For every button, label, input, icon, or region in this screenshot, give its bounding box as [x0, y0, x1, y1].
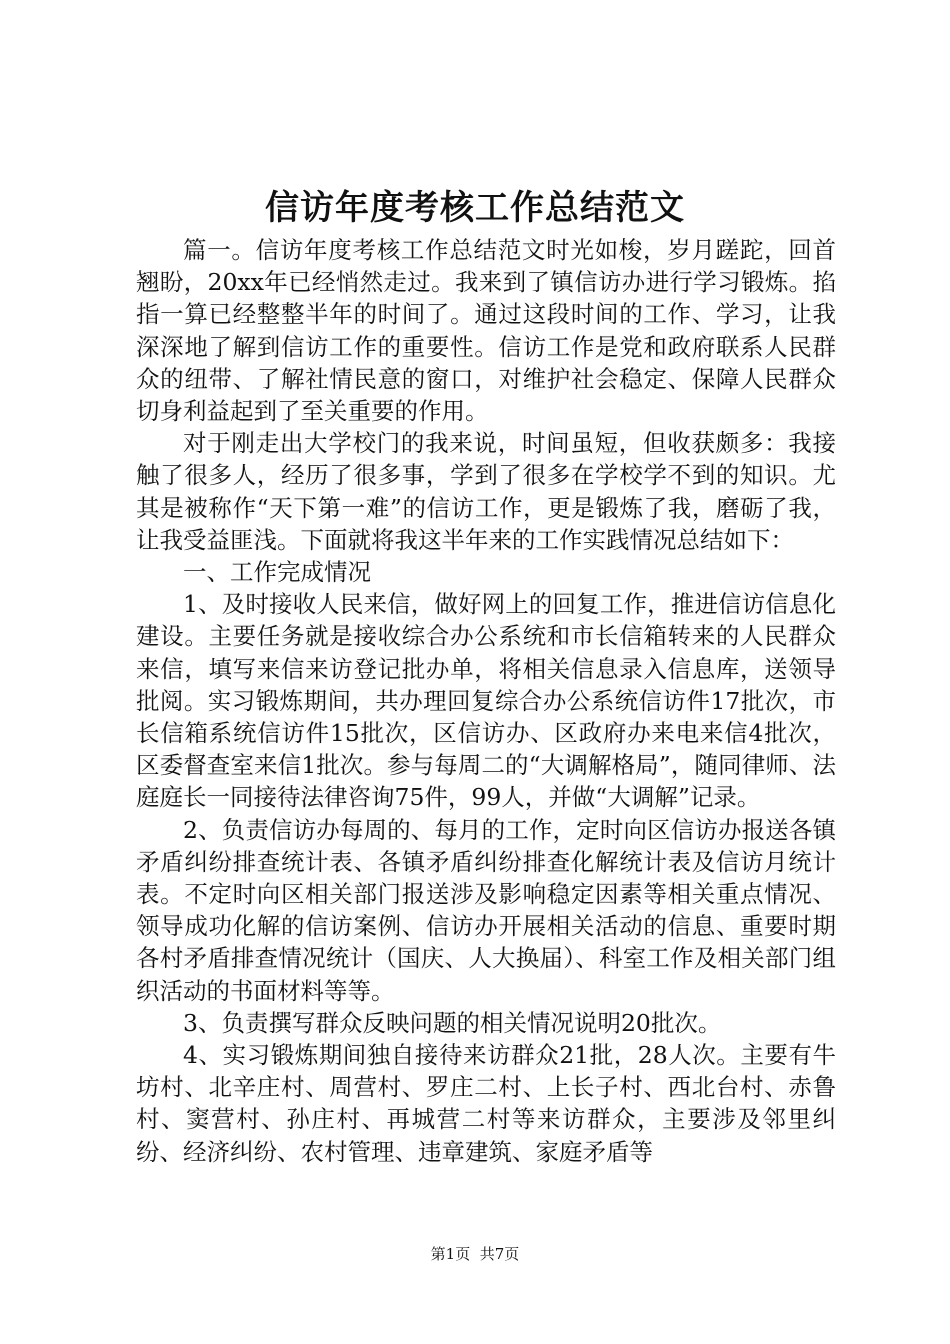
page-total: 共7页 — [479, 1245, 520, 1263]
paragraph-item-1: 1、及时接收人民来信，做好网上的回复工作，推进信访信息化建设。主要任务就是接收综合办公系统和市长信箱转来的人民群众来信，填写来信来访登记批办单，将相关信息录入信息库，送领导批阅。实习锻炼期间，共办理回复综合办公系统信访件17批次，市长信箱系统信访件15批次，区信访办、区政府办来电来信4批次，区委督查室来信1批次。参与每周二的“大调解格局”，随同律师、法庭庭长一同接待法律咨询75件，99人，并做“大调解”记录。 — [136, 590, 836, 812]
paragraph-item-2: 2、负责信访办每周的、每月的工作，定时向区信访办报送各镇矛盾纠纷排查统计表、各镇矛盾纠纷排查化解统计表及信访月统计表。不定时向区相关部门报送涉及影响稳定因素等相关重点情况、领导成功化解的信访案例、信访办开展相关活动的信息、重要时期各村矛盾排查情况统计（国庆、人大换届）、科室工作及相关部门组织活动的书面材料等等。 — [136, 815, 836, 1005]
document-body — [136, 234, 836, 1168]
paragraph-item-3: 3、负责撰写群众反映问题的相关情况说明20批次。 — [183, 1008, 722, 1037]
page-number: 第1页 — [430, 1245, 471, 1263]
paragraph-reflection: 对于刚走出大学校门的我来说，时间虽短，但收获颇多：我接触了很多人，经历了很多事，学到了很多在学校学不到的知识。尤其是被称作“天下第一难”的信访工作，更是锻炼了我，磨砺了我，让我受益匪浅。下面就将我这半年来的工作实践情况总结如下： — [136, 429, 836, 554]
paragraph-intro: 篇一。信访年度考核工作总结范文时光如梭，岁月蹉跎，回首翘盼，20xx年已经悄然走过。我来到了镇信访办进行学习锻炼。掐指一算已经整整半年的时间了。通过这段时间的工作、学习，让我深深地了解到信访工作的重要性。信访工作是党和政府联系人民群众的纽带、了解社情民意的窗口，对维护社会稳定、保障人民群众切身利益起到了至关重要的作用。 — [136, 236, 836, 426]
page-footer — [0, 1244, 950, 1264]
paragraph-item-4: 4、实习锻炼期间独自接待来访群众21批，28人次。主要有牛坊村、北辛庄村、周营村、罗庄二村、上长子村、西北台村、赤鲁村、窦营村、孙庄村、再城营二村等来访群众，主要涉及邻里纠纷、经济纠纷、农村管理、违章建筑、家庭矛盾等 — [136, 1041, 836, 1166]
section-heading: 一、工作完成情况 — [183, 558, 371, 587]
document-title: 信访年度考核工作总结范文 — [265, 188, 685, 228]
